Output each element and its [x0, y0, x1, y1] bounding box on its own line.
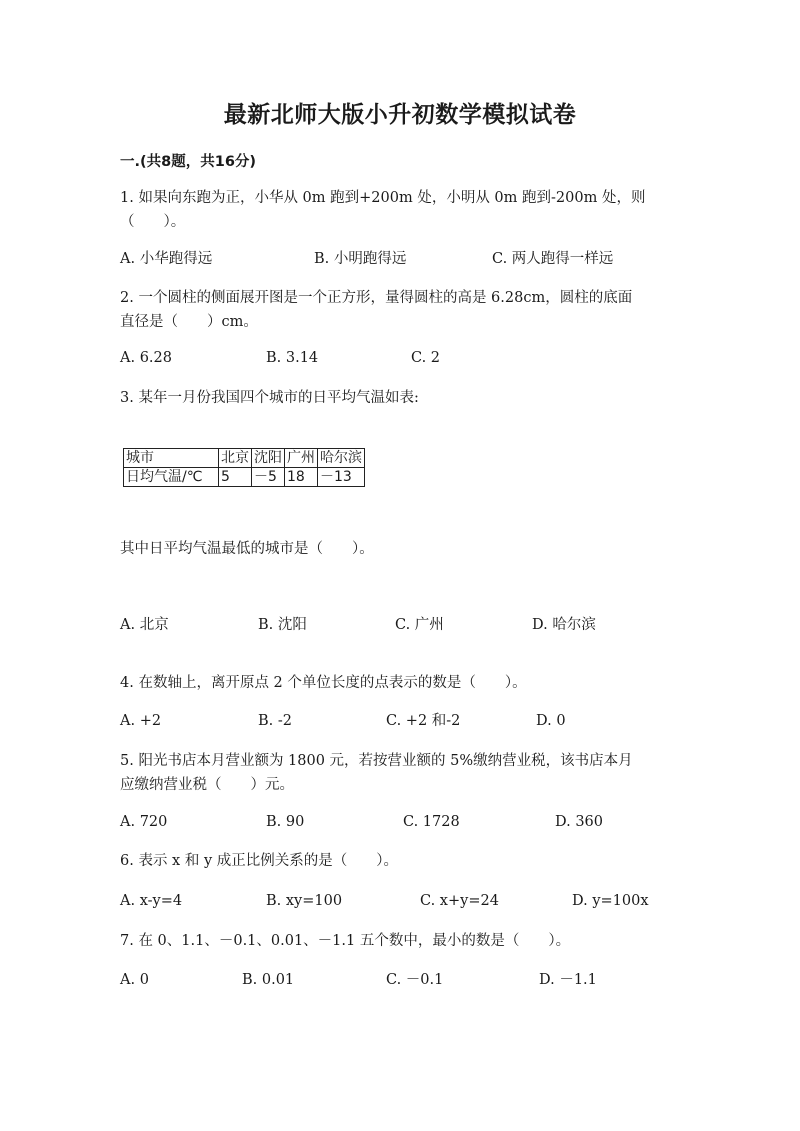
option-b: B. 3.14	[266, 350, 319, 366]
table-cell: 沈阳	[252, 449, 285, 468]
option-c: C. －0.1	[386, 972, 444, 988]
table-cell: 日均气温/℃	[124, 468, 219, 487]
table-cell: －13	[318, 468, 365, 487]
option-d: D. －1.1	[539, 972, 597, 988]
option-d: D. y=100x	[572, 893, 649, 909]
page-title: 最新北师大版小升初数学模拟试卷	[223, 102, 577, 128]
table-cell: 广州	[285, 449, 318, 468]
table-row	[124, 468, 365, 487]
table-cell: 北京	[219, 449, 252, 468]
question-1	[120, 186, 680, 234]
option-a: A. 6.28	[120, 350, 172, 366]
option-b: B. xy=100	[266, 893, 343, 909]
option-a: A. x-y=4	[120, 893, 183, 909]
question-4	[120, 671, 680, 695]
question-text: 2. 一个圆柱的侧面展开图是一个正方形，量得圆柱的高是 6.28cm，圆柱的底面	[120, 290, 633, 306]
section-heading: 一.(共8题，共16分)	[120, 154, 257, 170]
question-text: 直径是（ ）cm。	[120, 314, 258, 330]
option-b: B. 90	[266, 814, 305, 830]
question-text: 6. 表示 x 和 y 成正比例关系的是（ ）。	[120, 853, 398, 869]
option-b: B. 小明跑得远	[314, 251, 407, 267]
option-c: C. 两人跑得一样远	[492, 251, 614, 267]
option-b: B. -2	[258, 713, 292, 729]
question-text: 1. 如果向东跑为正，小华从 0m 跑到+200m 处，小明从 0m 跑到-200m 处，则	[120, 190, 646, 206]
option-c: C. +2 和-2	[386, 713, 461, 729]
question-2	[120, 286, 680, 334]
option-c: C. 2	[411, 350, 441, 366]
option-c: C. x+y=24	[420, 893, 499, 909]
option-a: A. 小华跑得远	[120, 251, 213, 267]
option-a: A. 北京	[120, 617, 169, 633]
question-text: 7. 在 0、1.1、－0.1、0.01、－1.1 五个数中，最小的数是（ ）。	[120, 933, 571, 949]
option-d: D. 0	[536, 713, 566, 729]
option-b: B. 沈阳	[258, 617, 307, 633]
table-cell: 城市	[124, 449, 219, 468]
temperature-table	[123, 448, 365, 487]
question-3-prompt: 其中日平均气温最低的城市是（ ）。	[120, 541, 374, 557]
question-7	[120, 929, 680, 953]
table-cell: 5	[219, 468, 252, 487]
option-d: D. 360	[555, 814, 604, 830]
table-cell: －5	[252, 468, 285, 487]
option-d: D. 哈尔滨	[532, 617, 596, 633]
question-5	[120, 749, 680, 797]
question-text: （ ）。	[120, 214, 186, 230]
option-b: B. 0.01	[242, 972, 295, 988]
question-text: 3. 某年一月份我国四个城市的日平均气温如表:	[120, 390, 419, 406]
option-a: A. 0	[120, 972, 149, 988]
option-c: C. 1728	[403, 814, 460, 830]
table-cell: 18	[285, 468, 318, 487]
table-row	[124, 449, 365, 468]
question-6	[120, 849, 680, 873]
table-cell: 哈尔滨	[318, 449, 365, 468]
question-text: 4. 在数轴上，离开原点 2 个单位长度的点表示的数是（ ）。	[120, 675, 527, 691]
question-text: 5. 阳光书店本月营业额为 1800 元，若按营业额的 5%缴纳营业税，该书店本月	[120, 753, 633, 769]
option-a: A. 720	[120, 814, 168, 830]
question-text: 应缴纳营业税（ ）元。	[120, 777, 294, 793]
option-c: C. 广州	[395, 617, 444, 633]
question-3	[120, 386, 680, 410]
option-a: A. +2	[120, 713, 162, 729]
